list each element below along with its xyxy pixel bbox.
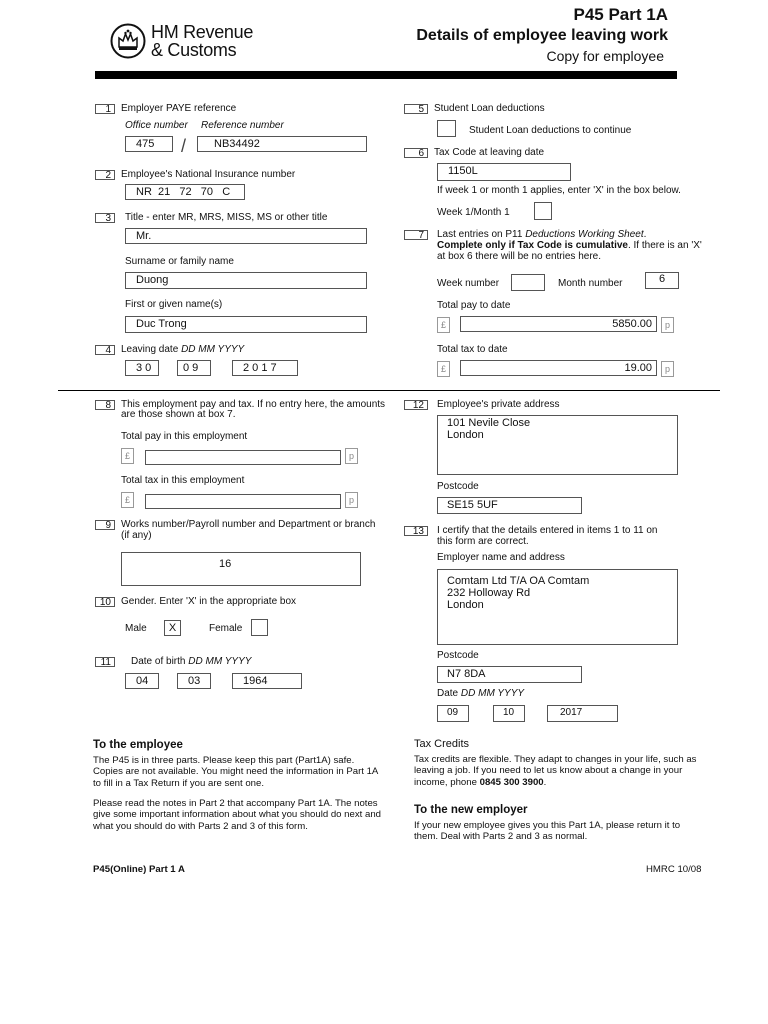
box-number-5: 5 — [404, 104, 428, 114]
section-divider — [58, 390, 720, 391]
last-entries-line1 — [437, 229, 646, 240]
leaving-day-field[interactable]: 3 0 — [125, 360, 159, 376]
male-label: Male — [125, 623, 147, 634]
employer-address-line1: Comtam Ltd T/A OA Comtam — [447, 575, 590, 587]
surname-label: Surname or family name — [125, 256, 234, 267]
employer-address-line2: 232 Holloway Rd — [447, 587, 531, 599]
employer-paye-label: Employer PAYE reference — [121, 103, 237, 114]
to-employee-heading: To the employee — [93, 739, 183, 751]
total-tax-employment-field[interactable] — [145, 494, 341, 509]
box-number-6: 6 — [404, 148, 428, 158]
private-postcode-label: Postcode — [437, 481, 479, 492]
total-tax-employment-label: Total tax in this employment — [121, 475, 245, 486]
employment-pay-tax-label-2: are those shown at box 7. — [121, 409, 236, 420]
copy-label: Copy for employee — [546, 48, 664, 64]
box-number-4: 4 — [95, 345, 115, 355]
to-employee-para-2: Please read the notes in Part 2 that accompany Part 1A. The notes give some important information about what you should do next and what you should do with Parts 2 and 3 of this form. — [93, 798, 381, 832]
date-of-birth-label-text: Date of birth — [131, 656, 186, 667]
gender-label: Gender. Enter 'X' in the appropriate box — [121, 596, 297, 607]
new-employer-heading: To the new employer — [414, 804, 528, 816]
birth-day-field[interactable]: 04 — [125, 673, 159, 689]
box-number-8: 8 — [95, 400, 115, 410]
birth-year-field[interactable]: 1964 — [232, 673, 302, 689]
to-employee-para-1: The P45 is in three parts. Please keep this part (Part1A) safe. Copies are not available. You might need the information in Part 1A to fill in a Tax Return if you are sent one. — [93, 755, 378, 789]
tax-credits-text: Tax credits are flexible. They adapt to changes in your life, such as leaving a job. If you need to let us know about a change in your income, phone — [414, 754, 697, 788]
leaving-year-field[interactable]: 2 0 1 7 — [232, 360, 298, 376]
total-tax-to-date-label: Total tax to date — [437, 344, 508, 355]
surname-field[interactable]: Duong — [125, 272, 367, 289]
x-note: . If there is an 'X' — [627, 240, 702, 251]
leaving-date-format: DD MM YYYY — [181, 344, 245, 355]
pence-symbol: p — [345, 492, 358, 508]
student-loan-label: Student Loan deductions — [434, 103, 545, 114]
total-pay-to-date-field[interactable]: 5850.00 — [460, 316, 657, 332]
employment-pay-tax-label-1: This employment pay and tax. If no entry here, the amounts — [121, 399, 386, 410]
tax-code-label: Tax Code at leaving date — [434, 147, 545, 158]
first-name-field[interactable]: Duc Trong — [125, 316, 367, 333]
paye-separator: / — [181, 136, 187, 156]
box-number-1: 1 — [95, 104, 115, 114]
box-number-2: 2 — [95, 170, 115, 180]
crown-crest-icon — [110, 23, 146, 59]
works-number-label-1: Works number/Payroll number and Department or branch — [121, 519, 376, 530]
pence-symbol: p — [345, 448, 358, 464]
date-of-birth-label — [131, 656, 251, 667]
title-label: Title - enter MR, MRS, MISS, MS or other title — [125, 212, 328, 223]
total-pay-employment-field[interactable] — [145, 450, 341, 465]
org-name-line2: & Customs — [151, 40, 237, 60]
tax-code-field[interactable]: 1150L — [437, 163, 571, 181]
male-checkbox[interactable]: X — [164, 620, 181, 636]
works-number-label-2: (if any) — [121, 530, 152, 541]
month-number-field[interactable]: 6 — [645, 272, 679, 289]
form-identifier: P45(Online) Part 1 A — [93, 864, 185, 875]
certify-year-field[interactable]: 2017 — [547, 705, 618, 722]
certify-day-field[interactable]: 09 — [437, 705, 469, 722]
employer-name-address-label: Employer name and address — [437, 552, 565, 563]
week1-month1-checkbox[interactable] — [534, 202, 552, 220]
last-entries-end: . — [643, 229, 647, 240]
employer-postcode-label: Postcode — [437, 650, 479, 661]
ni-number-label: Employee's National Insurance number — [121, 169, 296, 180]
box-number-7: 7 — [404, 230, 428, 240]
pound-symbol: £ — [437, 361, 450, 377]
week1-note: If week 1 or month 1 applies, enter 'X' in the box below. — [437, 185, 681, 196]
pence-symbol: p — [661, 317, 674, 333]
certify-date-label — [437, 688, 524, 699]
office-number-field[interactable]: 475 — [125, 136, 173, 152]
first-name-label: First or given name(s) — [125, 299, 223, 310]
leaving-date-label — [121, 344, 244, 355]
deductions-sheet-text: Deductions Working Sheet — [525, 229, 644, 240]
total-tax-to-date-field[interactable]: 19.00 — [460, 360, 657, 376]
employer-address-field[interactable] — [437, 569, 678, 645]
private-address-label: Employee's private address — [437, 399, 560, 410]
certify-date-format: DD MM YYYY — [460, 688, 525, 699]
last-entries-line2 — [437, 240, 702, 251]
hmrc-version: HMRC 10/08 — [646, 864, 702, 875]
month-number-label: Month number — [558, 278, 623, 289]
tax-credits-end: . — [543, 776, 547, 788]
female-checkbox[interactable] — [251, 619, 268, 636]
box-number-11: 11 — [95, 657, 115, 667]
leaving-date-label-text: Leaving date — [121, 344, 179, 355]
box-number-12: 12 — [404, 400, 428, 410]
tax-credits-para — [414, 754, 714, 788]
certify-month-field[interactable]: 10 — [493, 705, 525, 722]
org-name-line1: HM Revenue — [151, 22, 254, 42]
date-of-birth-format: DD MM YYYY — [188, 656, 252, 667]
week-number-field[interactable] — [511, 274, 545, 291]
leaving-month-field[interactable]: 0 9 — [177, 360, 211, 376]
form-subtitle: Details of employee leaving work — [416, 27, 668, 44]
total-pay-employment-label: Total pay in this employment — [121, 431, 248, 442]
private-address-line2: London — [447, 429, 484, 441]
box-number-10: 10 — [95, 597, 115, 607]
student-loan-continue-label: Student Loan deductions to continue — [469, 125, 632, 136]
ni-number-field[interactable]: NR 21 72 70 C — [125, 184, 245, 200]
office-number-label: Office number — [125, 120, 188, 131]
certify-line2: this form are correct. — [437, 536, 529, 547]
certify-date-label-text: Date — [437, 688, 459, 699]
employer-postcode-field[interactable]: N7 8DA — [437, 666, 582, 683]
tax-credits-phone: 0845 300 3900 — [479, 776, 544, 788]
pound-symbol: £ — [437, 317, 450, 333]
certify-line1: I certify that the details entered in items 1 to 11 on — [437, 525, 658, 536]
hmrc-logo — [110, 22, 260, 62]
form-title: P45 Part 1A — [573, 5, 668, 24]
pence-symbol: p — [661, 361, 674, 377]
tax-credits-heading: Tax Credits — [414, 738, 470, 750]
female-label: Female — [209, 623, 243, 634]
box-number-9: 9 — [95, 520, 115, 530]
new-employer-para: If your new employee gives you this Part 1A, please return it to them. Deal with Parts 2 and 3 as normal. — [414, 820, 681, 843]
employer-address-line3: London — [447, 599, 484, 611]
week1-month1-label: Week 1/Month 1 — [437, 207, 510, 218]
works-number-field[interactable]: 16 — [121, 552, 361, 586]
pound-symbol: £ — [121, 492, 134, 508]
box-number-13: 13 — [404, 526, 428, 536]
total-pay-to-date-label: Total pay to date — [437, 300, 511, 311]
reference-number-label: Reference number — [201, 120, 284, 131]
title-field[interactable]: Mr. — [125, 228, 367, 244]
student-loan-checkbox[interactable] — [437, 120, 456, 137]
last-entries-text: Last entries on P11 — [437, 229, 526, 240]
last-entries-line3: at box 6 there will be no entries here. — [437, 251, 601, 262]
box-number-3: 3 — [95, 213, 115, 223]
private-address-field[interactable] — [437, 415, 678, 475]
private-postcode-field[interactable]: SE15 5UF — [437, 497, 582, 514]
birth-month-field[interactable]: 03 — [177, 673, 211, 689]
reference-number-field[interactable]: NB34492 — [197, 136, 367, 152]
pound-symbol: £ — [121, 448, 134, 464]
private-address-line1: 101 Nevile Close — [447, 417, 531, 429]
week-number-label: Week number — [437, 278, 500, 289]
cumulative-note: Complete only if Tax Code is cumulative — [437, 240, 628, 251]
header-rule — [95, 71, 677, 79]
